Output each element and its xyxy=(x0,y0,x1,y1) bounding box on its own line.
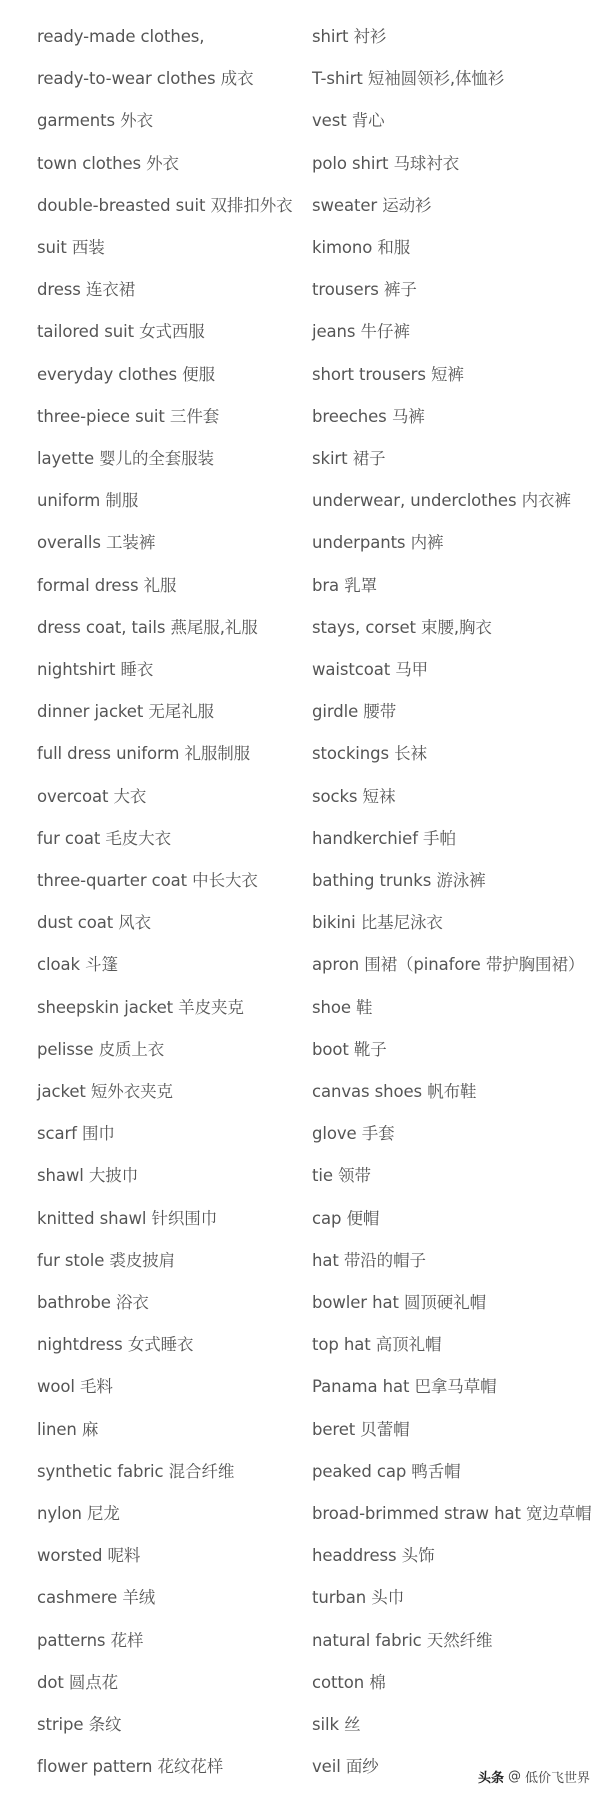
vocab-entry: uniform 制服 xyxy=(37,491,139,511)
vocab-entry: suit 西装 xyxy=(37,238,105,257)
vocab-entry: bathing trunks 游泳裤 xyxy=(312,871,486,890)
vocab-entry: nightdress 女式睡衣 xyxy=(37,1335,194,1355)
vocab-entry: trousers 裤子 xyxy=(312,280,417,300)
vocab-entry: bra 乳罩 xyxy=(312,575,378,595)
vocab-entry: formal dress 礼服 xyxy=(37,575,177,595)
vocab-entry: flower pattern 花纹花样 xyxy=(37,1757,224,1777)
vocab-entry: canvas shoes 帆布鞋 xyxy=(312,1082,477,1101)
vocab-entry: kimono 和服 xyxy=(312,238,411,257)
vocab-entry: veil 面纱 xyxy=(312,1757,379,1777)
vocab-entry: nylon 尼龙 xyxy=(37,1504,120,1523)
watermark xyxy=(478,1767,590,1786)
vocab-entry: dress 连衣裙 xyxy=(37,280,136,300)
vocab-entry: hat 带沿的帽子 xyxy=(312,1250,426,1270)
vocab-entry: silk 丝 xyxy=(312,1715,361,1734)
vocab-entry: three-piece suit 三件套 xyxy=(37,406,220,426)
watermark-logo: 头条 xyxy=(477,1771,504,1786)
vocab-entry: waistcoat 马甲 xyxy=(312,660,429,679)
vocab-entry: skirt 裙子 xyxy=(312,449,386,468)
vocab-entry: cap 便帽 xyxy=(312,1208,380,1228)
vocab-entry: fur coat 毛皮大衣 xyxy=(37,828,171,848)
vocab-entry: nightshirt 睡衣 xyxy=(37,660,154,679)
vocab-entry: fur stole 裘皮披肩 xyxy=(37,1250,176,1270)
vocab-entry: sheepskin jacket 羊皮夹克 xyxy=(37,997,244,1017)
vocab-entry: cotton 棉 xyxy=(312,1672,386,1692)
vocab-entry: everyday clothes 便服 xyxy=(37,364,215,384)
vocab-entry: turban 头巾 xyxy=(312,1588,405,1608)
vocab-entry: stockings 长袜 xyxy=(312,744,427,764)
vocab-entry: scarf 围巾 xyxy=(37,1124,115,1144)
vocab-entry: dust coat 风衣 xyxy=(37,913,152,933)
vocab-entry: patterns 花样 xyxy=(37,1630,144,1650)
vocab-entry: breeches 马裤 xyxy=(312,406,425,426)
vocab-entry: boot 靴子 xyxy=(312,1039,387,1059)
vocab-entry: three-quarter coat 中长大衣 xyxy=(37,871,258,890)
watermark-at: @ xyxy=(507,1769,521,1784)
vocab-entry: vest 背心 xyxy=(312,111,385,131)
vocab-entry: ready-to-wear clothes 成衣 xyxy=(37,69,254,89)
vocab-entry: broad-brimmed straw hat 宽边草帽 xyxy=(312,1504,592,1523)
vocab-entry: linen 麻 xyxy=(37,1419,99,1439)
vocab-entry: short trousers 短裤 xyxy=(312,364,464,384)
vocab-entry: headdress 头饰 xyxy=(312,1546,435,1566)
vocab-entry: full dress uniform 礼服制服 xyxy=(37,744,251,764)
vocab-entry: bowler hat 圆顶硬礼帽 xyxy=(312,1293,487,1312)
vocab-entry: bikini 比基尼泳衣 xyxy=(312,913,443,933)
vocab-entry: stays, corset 束腰,胸衣 xyxy=(312,617,492,637)
vocab-entry: top hat 高顶礼帽 xyxy=(312,1335,442,1355)
vocab-entry: dot 圆点花 xyxy=(37,1672,119,1692)
vocab-entry: cloak 斗篷 xyxy=(37,955,118,975)
vocab-entry: layette 婴儿的全套服装 xyxy=(37,449,214,468)
vocab-entry: shirt 衬衫 xyxy=(312,27,387,46)
vocab-entry: synthetic fabric 混合纤维 xyxy=(37,1461,235,1481)
vocab-entry: worsted 呢料 xyxy=(37,1546,141,1566)
vocab-entry: garments 外衣 xyxy=(37,111,153,131)
vocab-entry: jacket 短外衣夹克 xyxy=(37,1082,173,1101)
vocab-entry: shoe 鞋 xyxy=(312,997,373,1017)
vocab-entry: apron 围裙（pinafore 带护胸围裙） xyxy=(312,955,585,975)
vocab-entry: tie 领带 xyxy=(312,1166,371,1186)
vocab-entry: Panama hat 巴拿马草帽 xyxy=(312,1377,497,1397)
vocab-entry: shawl 大披巾 xyxy=(37,1166,139,1186)
vocab-entry: stripe 条纹 xyxy=(37,1715,122,1734)
vocab-entry: beret 贝蕾帽 xyxy=(312,1419,410,1439)
vocab-entry: socks 短袜 xyxy=(312,786,396,806)
vocab-entry: pelisse 皮质上衣 xyxy=(37,1039,165,1059)
vocab-entry: overalls 工装裤 xyxy=(37,533,156,553)
watermark-handle: 低价飞世界 xyxy=(524,1771,590,1786)
vocab-entry: glove 手套 xyxy=(312,1124,395,1144)
vocab-entry: wool 毛料 xyxy=(37,1377,113,1397)
vocab-entry: overcoat 大衣 xyxy=(37,786,147,806)
vocab-entry: natural fabric 天然纤维 xyxy=(312,1630,493,1650)
vocab-entry: underpants 内裤 xyxy=(312,533,444,553)
vocab-entry: peaked cap 鸭舌帽 xyxy=(312,1461,461,1481)
vocab-entry: polo shirt 马球衬衣 xyxy=(312,153,460,173)
vocab-entry: T-shirt 短袖圆领衫,体恤衫 xyxy=(312,69,505,89)
vocab-entry: knitted shawl 针织围巾 xyxy=(37,1208,218,1228)
vocab-entry: dinner jacket 无尾礼服 xyxy=(37,702,214,722)
vocab-entry: girdle 腰带 xyxy=(312,702,397,722)
vocab-entry: town clothes 外衣 xyxy=(37,153,179,173)
vocab-entry: dress coat, tails 燕尾服,礼服 xyxy=(37,617,258,637)
vocab-entry: ready-made clothes, xyxy=(37,27,205,46)
vocab-entry: double-breasted suit 双排扣外衣 xyxy=(37,195,293,215)
vocab-entry: cashmere 羊绒 xyxy=(37,1588,156,1608)
vocab-entry: handkerchief 手帕 xyxy=(312,828,456,848)
vocab-entry: bathrobe 浴衣 xyxy=(37,1293,149,1312)
vocab-entry: tailored suit 女式西服 xyxy=(37,322,205,342)
vocab-entry: sweater 运动衫 xyxy=(312,195,432,215)
vocab-entry: jeans 牛仔裤 xyxy=(312,322,410,342)
vocab-entry: underwear, underclothes 内衣裤 xyxy=(312,491,571,511)
